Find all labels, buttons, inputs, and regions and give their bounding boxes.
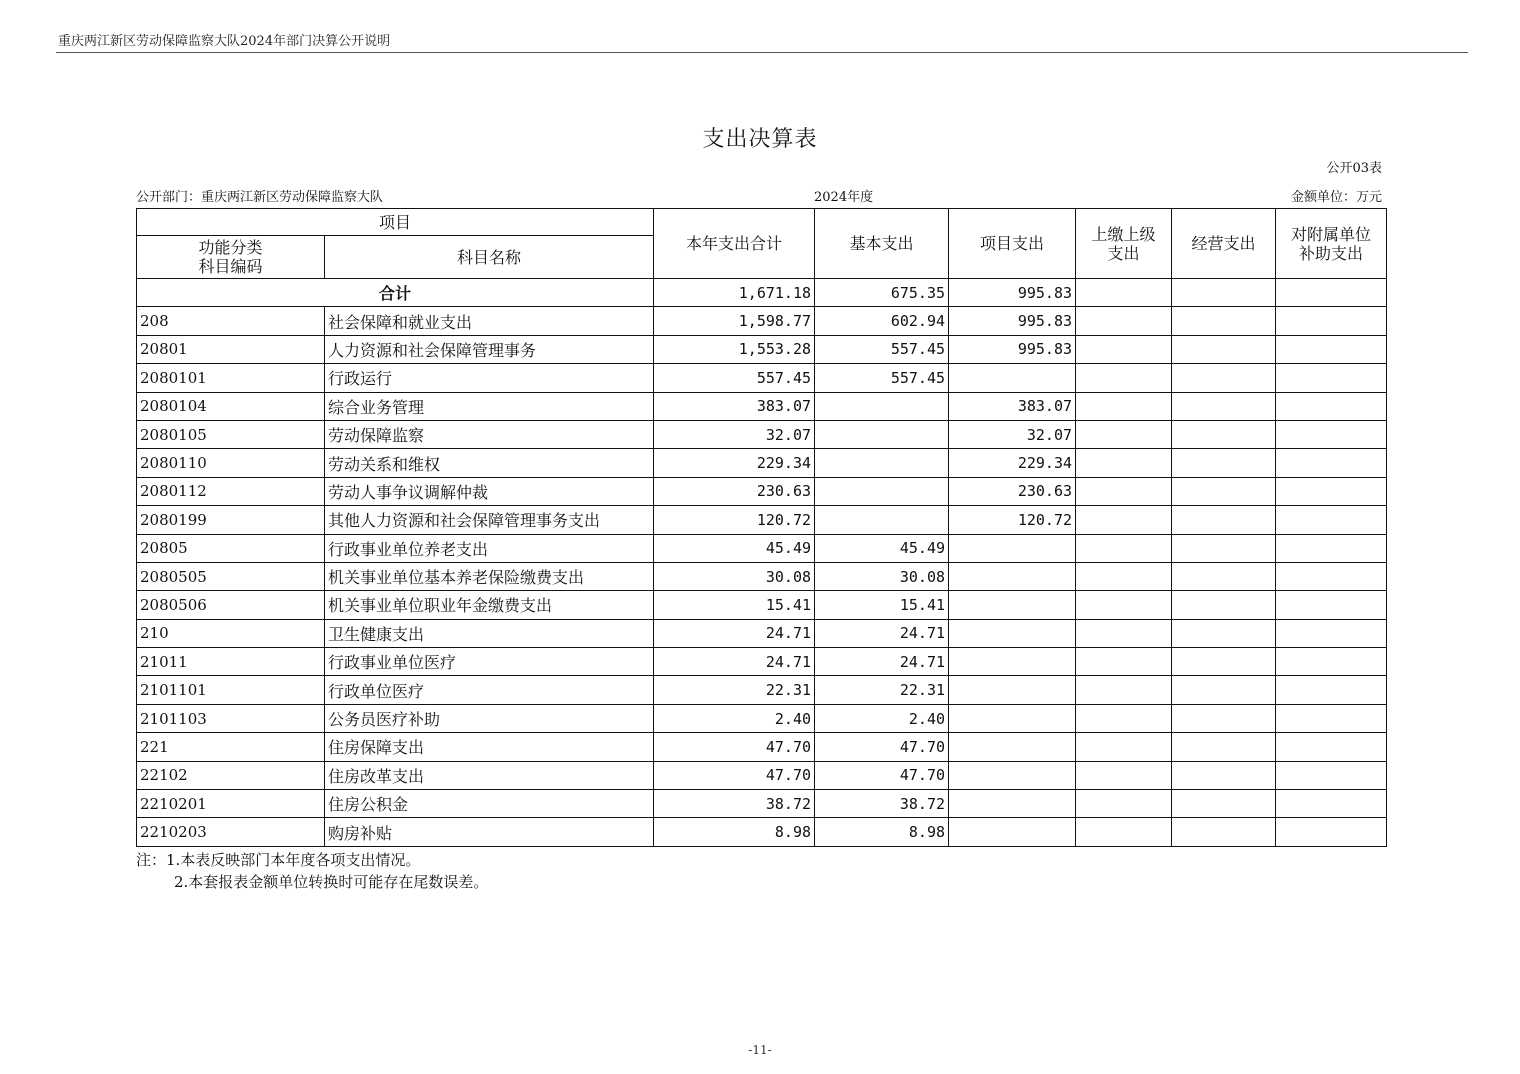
year-label: 2024年度 [814,190,874,205]
project-cell [949,733,1076,761]
subsidy-cell [1276,420,1387,448]
basic-cell: 602.94 [815,307,949,335]
total-cell: 47.70 [654,761,815,789]
operating-cell [1172,619,1276,647]
upper-cell [1076,420,1172,448]
operating-cell [1172,477,1276,505]
project-cell: 995.83 [949,307,1076,335]
project-cell [949,818,1076,846]
header-func-code-line2: 科目编码 [198,257,263,276]
project-cell: 995.83 [949,335,1076,363]
project-cell [949,704,1076,732]
header-subsidy [1276,209,1387,279]
subject-name-cell: 行政单位医疗 [325,676,654,704]
project-cell [949,534,1076,562]
upper-cell [1076,591,1172,619]
total-cell: 1,671.18 [654,279,815,307]
table-row [137,761,1387,789]
subject-name-cell: 机关事业单位基本养老保险缴费支出 [325,562,654,590]
table-row [137,420,1387,448]
table-code: 公开03表 [1326,161,1382,176]
table-row [137,506,1387,534]
header-upper [1076,209,1172,279]
subject-code-cell: 2080101 [137,364,325,392]
project-cell: 229.34 [949,449,1076,477]
subject-name-cell: 劳动保障监察 [325,420,654,448]
subject-name-cell: 机关事业单位职业年金缴费支出 [325,591,654,619]
project-cell: 383.07 [949,392,1076,420]
basic-cell [815,506,949,534]
subsidy-cell [1276,307,1387,335]
basic-cell [815,477,949,505]
operating-cell [1172,392,1276,420]
table-row [137,818,1387,846]
subject-name-cell: 劳动关系和维权 [325,449,654,477]
header-subsidy-line1: 对附属单位 [1291,224,1372,244]
subject-name-cell: 公务员医疗补助 [325,704,654,732]
operating-cell [1172,676,1276,704]
header-upper-line1: 上缴上级 [1091,224,1156,244]
header-func-code-line1: 功能分类 [198,238,263,257]
subject-code-cell: 208 [137,307,325,335]
subject-name-cell: 卫生健康支出 [325,619,654,647]
total-cell: 45.49 [654,534,815,562]
subsidy-cell [1276,818,1387,846]
basic-cell: 38.72 [815,790,949,818]
total-label: 合计 [137,279,654,307]
table-row [137,364,1387,392]
project-cell: 995.83 [949,279,1076,307]
upper-cell [1076,733,1172,761]
project-cell: 230.63 [949,477,1076,505]
operating-cell [1172,420,1276,448]
total-cell: 1,553.28 [654,335,815,363]
project-cell: 32.07 [949,420,1076,448]
subsidy-cell [1276,733,1387,761]
table-row [137,619,1387,647]
subject-name-cell: 购房补贴 [325,818,654,846]
upper-cell [1076,619,1172,647]
basic-cell: 675.35 [815,279,949,307]
table-notes [136,849,488,893]
total-cell: 22.31 [654,676,815,704]
header-subject-name: 科目名称 [325,236,654,279]
subsidy-cell [1276,619,1387,647]
header-func-code [137,236,325,279]
subject-code-cell: 2080104 [137,392,325,420]
basic-cell [815,449,949,477]
project-cell [949,562,1076,590]
table-row [137,307,1387,335]
operating-cell [1172,335,1276,363]
total-cell: 383.07 [654,392,815,420]
note-line-1: 注：1.本表反映部门本年度各项支出情况。 [136,851,421,869]
subject-code-cell: 2080506 [137,591,325,619]
subject-name-cell: 行政事业单位养老支出 [325,534,654,562]
table-row [137,704,1387,732]
table-row [137,449,1387,477]
operating-cell [1172,562,1276,590]
subject-name-cell: 住房改革支出 [325,761,654,789]
operating-cell [1172,790,1276,818]
basic-cell: 47.70 [815,733,949,761]
basic-cell: 15.41 [815,591,949,619]
operating-cell [1172,818,1276,846]
upper-cell [1076,704,1172,732]
upper-cell [1076,790,1172,818]
subject-name-cell: 人力资源和社会保障管理事务 [325,335,654,363]
table-row [137,790,1387,818]
upper-cell [1076,335,1172,363]
subsidy-cell [1276,704,1387,732]
upper-cell [1076,279,1172,307]
subject-code-cell: 2080505 [137,562,325,590]
subsidy-cell [1276,392,1387,420]
table-row [137,335,1387,363]
basic-cell: 8.98 [815,818,949,846]
table-row [137,733,1387,761]
basic-cell [815,392,949,420]
basic-cell: 47.70 [815,761,949,789]
header-project-expenditure: 项目支出 [949,209,1076,279]
subject-name-cell: 其他人力资源和社会保障管理事务支出 [325,506,654,534]
subject-name-cell: 行政运行 [325,364,654,392]
table-row [137,477,1387,505]
subject-code-cell: 2080110 [137,449,325,477]
operating-cell [1172,761,1276,789]
project-cell [949,676,1076,704]
table-meta [136,186,1382,204]
table-row [137,591,1387,619]
header-project: 项目 [137,209,654,236]
operating-cell [1172,591,1276,619]
operating-cell [1172,449,1276,477]
total-cell: 24.71 [654,648,815,676]
project-cell [949,648,1076,676]
subsidy-cell [1276,790,1387,818]
header-upper-line2: 支出 [1107,243,1140,263]
operating-cell [1172,733,1276,761]
subsidy-cell [1276,364,1387,392]
project-cell [949,619,1076,647]
basic-cell: 24.71 [815,619,949,647]
upper-cell [1076,676,1172,704]
upper-cell [1076,648,1172,676]
basic-cell: 557.45 [815,335,949,363]
subject-code-cell: 2101103 [137,704,325,732]
table-title: 支出决算表 [702,127,818,152]
note-line-2: 2.本套报表金额单位转换时可能存在尾数误差。 [174,873,489,891]
subsidy-cell [1276,534,1387,562]
upper-cell [1076,761,1172,789]
header-operating: 经营支出 [1172,209,1276,279]
header-divider [56,52,1468,53]
total-cell: 15.41 [654,591,815,619]
subsidy-cell [1276,648,1387,676]
total-cell: 557.45 [654,364,815,392]
table-row [137,392,1387,420]
subject-code-cell: 2101101 [137,676,325,704]
upper-cell [1076,534,1172,562]
table-row [137,676,1387,704]
basic-cell [815,420,949,448]
subject-code-cell: 20801 [137,335,325,363]
subject-name-cell: 社会保障和就业支出 [325,307,654,335]
total-cell: 30.08 [654,562,815,590]
total-cell: 120.72 [654,506,815,534]
table-row [137,534,1387,562]
subsidy-cell [1276,477,1387,505]
page-number: -11- [748,1043,772,1057]
project-cell: 120.72 [949,506,1076,534]
upper-cell [1076,818,1172,846]
department-label: 公开部门：重庆两江新区劳动保障监察大队 [136,190,384,205]
basic-cell: 45.49 [815,534,949,562]
subject-code-cell: 2210201 [137,790,325,818]
operating-cell [1172,534,1276,562]
total-cell: 1,598.77 [654,307,815,335]
header-total: 本年支出合计 [654,209,815,279]
upper-cell [1076,506,1172,534]
subject-name-cell: 住房公积金 [325,790,654,818]
subsidy-cell [1276,562,1387,590]
basic-cell: 557.45 [815,364,949,392]
total-cell: 24.71 [654,619,815,647]
subject-name-cell: 住房保障支出 [325,733,654,761]
operating-cell [1172,307,1276,335]
table-row [137,648,1387,676]
basic-cell: 30.08 [815,562,949,590]
subsidy-cell [1276,506,1387,534]
project-cell [949,790,1076,818]
unit-label: 金额单位：万元 [1290,190,1382,205]
subject-code-cell: 20805 [137,534,325,562]
subject-code-cell: 2080199 [137,506,325,534]
subject-code-cell: 22102 [137,761,325,789]
operating-cell [1172,279,1276,307]
subject-code-cell: 210 [137,619,325,647]
subsidy-cell [1276,761,1387,789]
project-cell [949,364,1076,392]
subject-name-cell: 综合业务管理 [325,392,654,420]
project-cell [949,591,1076,619]
basic-cell: 2.40 [815,704,949,732]
subsidy-cell [1276,449,1387,477]
total-cell: 8.98 [654,818,815,846]
upper-cell [1076,449,1172,477]
operating-cell [1172,364,1276,392]
operating-cell [1172,506,1276,534]
upper-cell [1076,562,1172,590]
subject-code-cell: 2210203 [137,818,325,846]
upper-cell [1076,307,1172,335]
operating-cell [1172,648,1276,676]
subsidy-cell [1276,335,1387,363]
total-cell: 229.34 [654,449,815,477]
basic-cell: 22.31 [815,676,949,704]
subject-code-cell: 21011 [137,648,325,676]
total-cell: 47.70 [654,733,815,761]
total-cell: 230.63 [654,477,815,505]
upper-cell [1076,392,1172,420]
expenditure-table [136,208,1387,847]
total-cell: 2.40 [654,704,815,732]
subsidy-cell [1276,676,1387,704]
header-basic: 基本支出 [815,209,949,279]
header-subsidy-line2: 补助支出 [1299,243,1364,263]
subject-name-cell: 行政事业单位医疗 [325,648,654,676]
total-cell: 38.72 [654,790,815,818]
subsidy-cell [1276,591,1387,619]
upper-cell [1076,477,1172,505]
operating-cell [1172,704,1276,732]
table-row [137,562,1387,590]
basic-cell: 24.71 [815,648,949,676]
subject-code-cell: 221 [137,733,325,761]
running-header: 重庆两江新区劳动保障监察大队2024年部门决算公开说明 [58,34,391,49]
total-row [137,279,1387,307]
total-cell: 32.07 [654,420,815,448]
subject-code-cell: 2080105 [137,420,325,448]
project-cell [949,761,1076,789]
subject-code-cell: 2080112 [137,477,325,505]
subsidy-cell [1276,279,1387,307]
subject-name-cell: 劳动人事争议调解仲裁 [325,477,654,505]
upper-cell [1076,364,1172,392]
